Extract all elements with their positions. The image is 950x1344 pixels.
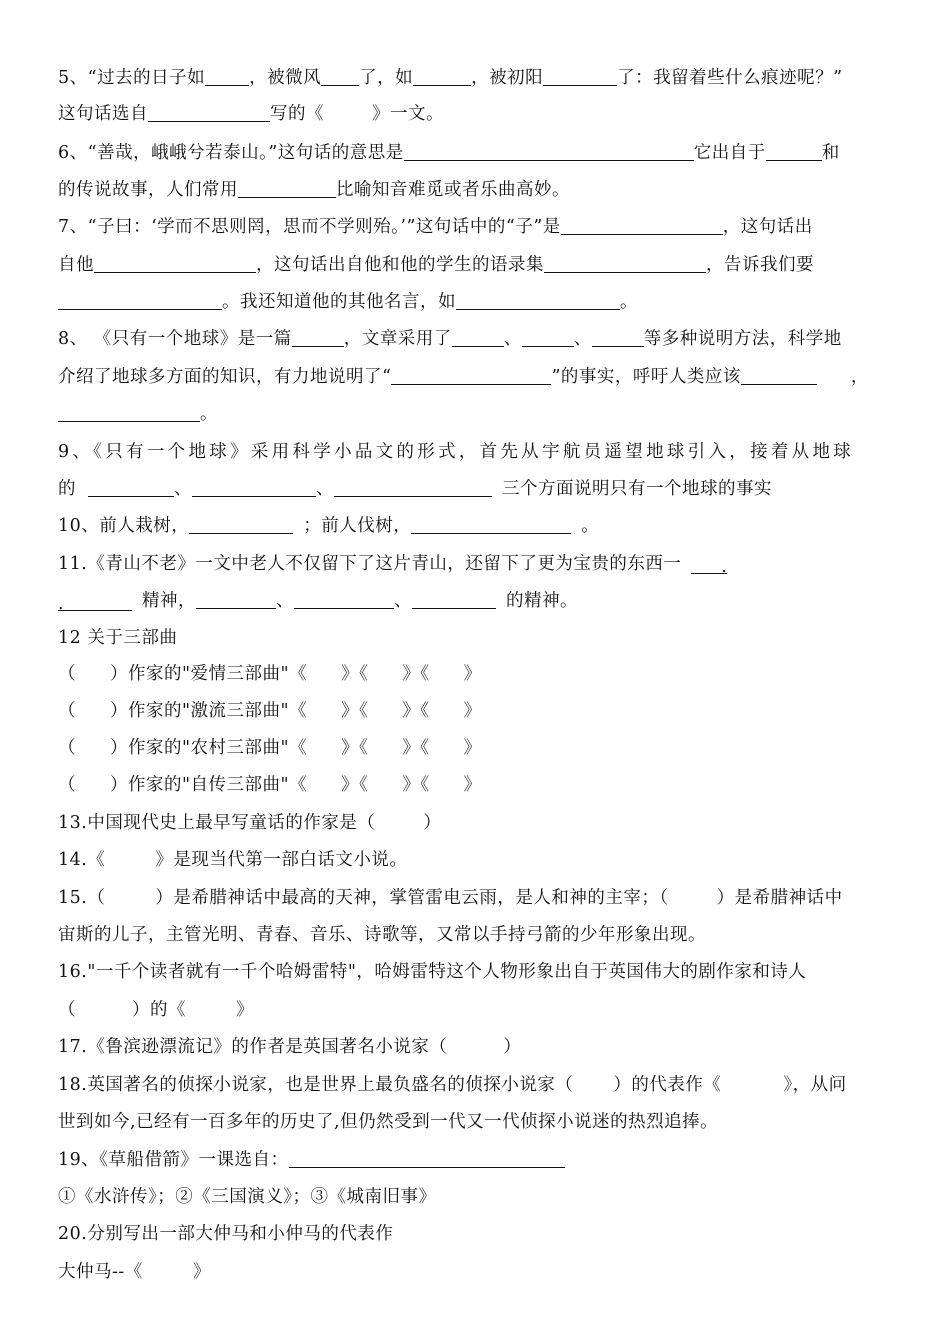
question-6-line-1 <box>58 141 896 165</box>
question-7-line-2 <box>58 253 896 277</box>
q8-text: 8、 《只有一个地球》是一篇 <box>58 329 292 349</box>
q6-text: 比喻知音难觅或者乐曲高妙。 <box>336 180 570 200</box>
q7-text: ，这句话出 <box>722 217 813 237</box>
blank[interactable] <box>522 328 574 347</box>
blank[interactable] <box>205 67 249 86</box>
blank[interactable] <box>334 478 492 497</box>
q7-text: ，告诉我们要 <box>706 255 814 275</box>
blank[interactable] <box>741 366 817 385</box>
q13-text: 13.中国现代史上最早写童话的作家是（ <box>58 813 376 833</box>
q5-text: 写的《 <box>270 104 324 124</box>
blank[interactable] <box>544 254 706 273</box>
q15-text: 15.（ <box>58 888 106 908</box>
q14-text: 14.《 <box>58 850 106 870</box>
trilogy-row <box>58 662 896 686</box>
q16-text: ）的《 <box>132 1000 186 1020</box>
q8-text: ”的事实，呼吁人类应该 <box>551 367 741 387</box>
question-13 <box>58 811 896 835</box>
q15-text: ）是希腊神话中 <box>716 888 843 908</box>
question-16-line-1: 16."一千个读者就有一千个哈姆雷特"，哈姆雷特这个人物形象出自于英国伟大的剧作家和诗人 <box>58 962 807 982</box>
q19-text: 19、《草船借箭》一课选自： <box>58 1150 289 1170</box>
question-10 <box>58 514 896 538</box>
question-18-line-1 <box>58 1073 896 1097</box>
question-5-line-2 <box>58 102 896 126</box>
blank[interactable] <box>58 291 222 310</box>
blank[interactable] <box>289 1149 565 1168</box>
q12-text: 》 <box>463 738 482 758</box>
q8-text: ，文章采用了 <box>343 329 452 349</box>
blank[interactable] <box>413 67 471 86</box>
blank[interactable] <box>766 142 822 161</box>
blank[interactable] <box>58 592 132 614</box>
blank[interactable] <box>58 403 200 422</box>
blank[interactable] <box>456 291 620 310</box>
blank[interactable] <box>148 103 270 122</box>
q9-text: 的 <box>58 479 76 499</box>
blank[interactable] <box>88 478 174 497</box>
q5-text: 这句话选自 <box>58 104 148 124</box>
blank[interactable] <box>321 67 359 86</box>
blank[interactable] <box>412 590 496 609</box>
question-11-line-1 <box>58 552 896 576</box>
blank[interactable] <box>691 555 728 577</box>
q10-text: 。 <box>581 516 600 536</box>
trilogy-row <box>58 699 896 723</box>
q12-text: 》《 <box>402 775 430 795</box>
q12-text: 》《 <box>341 664 369 684</box>
question-20-title: 20.分别写出一部大仲马和小仲马的代表作 <box>58 1224 394 1244</box>
q9-text: 、 <box>174 479 192 499</box>
question-8-line-2 <box>58 365 896 389</box>
q12-text: 》 <box>463 701 482 721</box>
trilogy-row <box>58 736 896 760</box>
q11-text: 、 <box>394 591 412 611</box>
q11-text: 11.《青山不老》一文中老人不仅留下了这片青山，还留下了更为宝贵的东西一 <box>58 554 682 574</box>
q11-text: 精神， <box>142 591 196 611</box>
q12-text: 》《 <box>341 738 369 758</box>
question-11-line-2 <box>58 589 896 613</box>
q5-text: 》一文。 <box>372 104 444 124</box>
q7-text: 自他 <box>58 255 94 275</box>
q11-text: 、 <box>276 591 294 611</box>
q13-text: ） <box>423 813 442 833</box>
q20-text: 》 <box>192 1262 211 1282</box>
q7-text: ，这句话出自他和他的学生的语录集 <box>256 255 544 275</box>
blank[interactable] <box>189 515 293 534</box>
question-12-title: 12 关于三部曲 <box>58 628 178 648</box>
q12-text: 》《 <box>402 664 430 684</box>
trilogy-row <box>58 773 896 797</box>
q5-text: ，被初阳 <box>471 68 544 88</box>
q7-text: 。我还知道他的其他名言，如 <box>222 292 456 312</box>
q16-text: （ <box>58 1000 76 1020</box>
question-5-line-1 <box>58 66 896 90</box>
q12-text: 》《 <box>402 701 430 721</box>
q18-text: 》，从问 <box>783 1075 847 1095</box>
q11-text: . <box>721 557 728 577</box>
q9-text: 、 <box>316 479 334 499</box>
q6-text: 的传说故事，人们常用 <box>58 180 238 200</box>
question-19 <box>58 1148 896 1172</box>
q8-text: 介绍了地球多方面的知识，有力地说明了“ <box>58 367 392 387</box>
q12-text: 》 <box>463 664 482 684</box>
question-19-options: ①《水浒传》；②《三国演义》；③《城南旧事》 <box>58 1187 437 1207</box>
q8-text: 、 <box>503 329 522 349</box>
q12-text: （ <box>58 738 76 758</box>
q12-text: ）作家的"农村三部曲"《 <box>110 738 308 758</box>
q5-text: 5、“过去的日子如 <box>58 68 206 88</box>
q8-text: 、 <box>573 329 592 349</box>
q16-text: 》 <box>236 1000 254 1020</box>
blank[interactable] <box>294 590 394 609</box>
q18-text: ）的代表作《 <box>613 1075 722 1095</box>
question-8-line-3 <box>58 402 896 426</box>
q12-text: ）作家的"自传三部曲"《 <box>110 775 308 795</box>
blank[interactable] <box>196 590 276 609</box>
question-15-line-1 <box>58 886 896 910</box>
q10-text: 10、前人栽树， <box>58 516 190 536</box>
q14-text: 》是现当代第一部白话文小说。 <box>155 850 408 870</box>
question-18-line-2: 世到如今,已经有一百多年的历史了,但仍然受到一代又一代侦探小说迷的热烈追捧。 <box>58 1112 719 1132</box>
q17-text: 17.《鲁滨逊漂流记》的作者是英国著名小说家（ <box>58 1037 448 1057</box>
blank[interactable] <box>543 67 617 86</box>
q12-text: ）作家的"爱情三部曲"《 <box>110 664 308 684</box>
q11-text: . <box>58 594 65 614</box>
q5-text: 了，如 <box>359 68 414 88</box>
question-14 <box>58 848 896 872</box>
blank[interactable] <box>391 366 551 385</box>
q7-text: 7、“子曰：‘学而不思则罔，思而不学则殆。’”这句话中的“子”是 <box>58 217 561 237</box>
q10-text: ；前人伐树， <box>303 516 412 536</box>
blank[interactable] <box>561 216 723 235</box>
blank[interactable] <box>94 254 256 273</box>
q12-text: （ <box>58 775 76 795</box>
blank[interactable] <box>404 142 694 161</box>
q20-text: 大仲马--《 <box>58 1262 143 1282</box>
question-7-line-3 <box>58 290 896 314</box>
question-17 <box>58 1035 896 1059</box>
q8-text: 等多种说明方法，科学地 <box>643 329 842 349</box>
q12-text: 》《 <box>341 775 369 795</box>
q12-text: ）作家的"激流三部曲"《 <box>110 701 308 721</box>
q12-text: （ <box>58 664 76 684</box>
q12-text: 》 <box>463 775 482 795</box>
q12-text: 》《 <box>341 701 369 721</box>
q6-text: 它出自于 <box>693 143 766 163</box>
question-20-line-2 <box>58 1260 896 1284</box>
question-7-line-1 <box>58 215 896 239</box>
question-6-line-2 <box>58 178 896 202</box>
q12-text: （ <box>58 701 76 721</box>
question-9-line-2 <box>58 477 896 501</box>
q8-text: 。 <box>200 404 218 424</box>
question-16-line-2 <box>58 998 896 1022</box>
question-9-line-1: 9、《只有一个地球》采用科学小品文的形式，首先从宇航员遥望地球引入，接着从地球 <box>58 442 855 462</box>
q12-text: 》《 <box>402 738 430 758</box>
q5-text: ，被微风 <box>249 68 322 88</box>
blank[interactable] <box>411 515 571 534</box>
q7-text: 。 <box>620 292 638 312</box>
q11-text: 的精神。 <box>506 591 578 611</box>
q6-text: 6、“善哉，峨峨兮若泰山。”这句话的意思是 <box>58 143 404 163</box>
q5-text: 了：我留着些什么痕迹呢？” <box>617 68 843 88</box>
question-8-line-1 <box>58 327 896 351</box>
q15-text: ）是希腊神话中最高的天神，掌管雷电云雨，是人和神的主宰；（ <box>155 888 669 908</box>
q18-text: 18.英国著名的侦探小说家，也是世界上最负盛名的侦探小说家（ <box>58 1075 574 1095</box>
blank[interactable] <box>292 328 344 347</box>
blank[interactable] <box>592 328 644 347</box>
q8-text: ， <box>850 367 869 387</box>
blank[interactable] <box>452 328 504 347</box>
q17-text: ） <box>503 1037 522 1057</box>
q6-text: 和 <box>821 143 840 163</box>
q9-text: 三个方面说明只有一个地球的事实 <box>502 479 772 499</box>
blank[interactable] <box>238 179 336 198</box>
question-15-line-2: 宙斯的儿子，主管光明、青春、音乐、诗歌等，又常以手持弓箭的少年形象出现。 <box>58 925 706 945</box>
blank[interactable] <box>192 478 316 497</box>
